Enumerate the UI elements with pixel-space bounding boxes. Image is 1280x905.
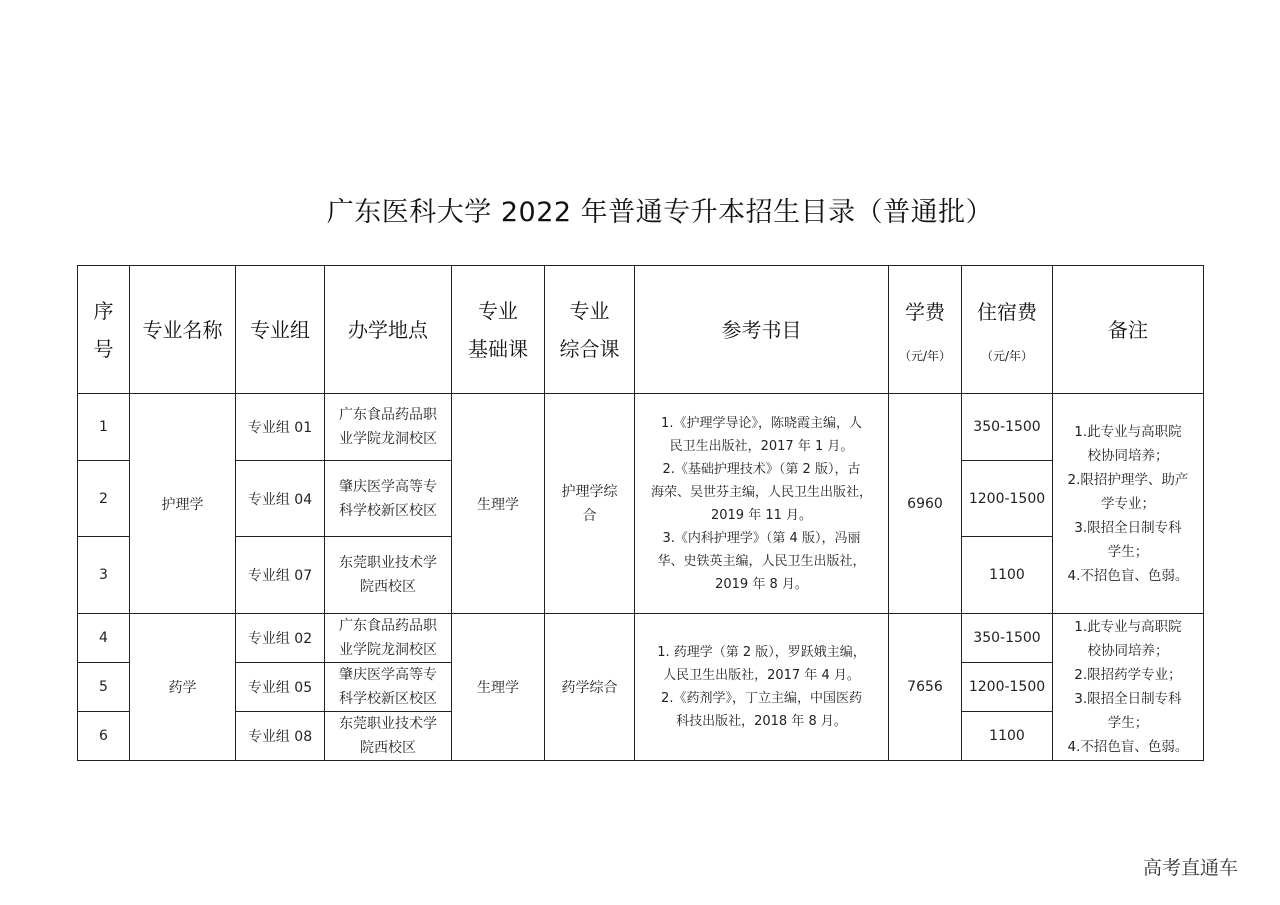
header-row bbox=[78, 266, 1204, 394]
table-row bbox=[78, 394, 1204, 461]
row-seq: 3 bbox=[78, 537, 130, 614]
row-location: 东莞职业技术学 院西校区 bbox=[325, 712, 452, 761]
nursing-tuition: 6960 bbox=[889, 394, 962, 614]
row-location: 广东食品药品职 业学院龙洞校区 bbox=[325, 614, 452, 663]
row-group: 专业组 02 bbox=[236, 614, 325, 663]
row-location: 肇庆医学高等专 科学校新区校区 bbox=[325, 461, 452, 537]
header-major: 专业名称 bbox=[130, 266, 236, 394]
row-seq: 4 bbox=[78, 614, 130, 663]
pharmacy-notes: 1.此专业与高职院 校协同培养； 2.限招药学专业； 3.限招全日制专科 学生； 4.不招色盲、色弱。 bbox=[1053, 614, 1204, 761]
major-nursing: 护理学 bbox=[130, 394, 236, 614]
header-books: 参考书目 bbox=[635, 266, 889, 394]
row-group: 专业组 04 bbox=[236, 461, 325, 537]
row-dorm-fee: 350-1500 bbox=[962, 614, 1053, 663]
row-group: 专业组 07 bbox=[236, 537, 325, 614]
admission-catalog-table bbox=[77, 265, 1204, 761]
pharmacy-tuition: 7656 bbox=[889, 614, 962, 761]
nursing-notes: 1.此专业与高职院 校协同培养； 2.限招护理学、助产 学专业； 3.限招全日制专科 学生； 4.不招色盲、色弱。 bbox=[1053, 394, 1204, 614]
header-location: 办学地点 bbox=[325, 266, 452, 394]
header-notes: 备注 bbox=[1053, 266, 1204, 394]
watermark-logo-text: 高考直通车 bbox=[1143, 857, 1239, 879]
row-group: 专业组 01 bbox=[236, 394, 325, 461]
row-dorm-fee: 1200-1500 bbox=[962, 663, 1053, 712]
row-location: 肇庆医学高等专 科学校新区校区 bbox=[325, 663, 452, 712]
pharmacy-basic-course: 生理学 bbox=[452, 614, 545, 761]
dorm-unit: （元/年） bbox=[980, 348, 1034, 363]
row-seq: 2 bbox=[78, 461, 130, 537]
major-pharmacy: 药学 bbox=[130, 614, 236, 761]
row-dorm-fee: 350-1500 bbox=[962, 394, 1053, 461]
nursing-comprehensive-course: 护理学综 合 bbox=[545, 394, 635, 614]
header-basic-course: 专业 基础课 bbox=[452, 266, 545, 394]
row-group: 专业组 05 bbox=[236, 663, 325, 712]
row-seq: 1 bbox=[78, 394, 130, 461]
row-location: 东莞职业技术学 院西校区 bbox=[325, 537, 452, 614]
nursing-basic-course: 生理学 bbox=[452, 394, 545, 614]
header-seq: 序 号 bbox=[78, 266, 130, 394]
row-dorm-fee: 1100 bbox=[962, 537, 1053, 614]
page-title: 广东医科大学 2022 年普通专升本招生目录（普通批） bbox=[326, 197, 994, 228]
row-location: 广东食品药品职 业学院龙洞校区 bbox=[325, 394, 452, 461]
row-dorm-fee: 1100 bbox=[962, 712, 1053, 761]
row-group: 专业组 08 bbox=[236, 712, 325, 761]
pharmacy-comprehensive-course: 药学综合 bbox=[545, 614, 635, 761]
header-comprehensive-course: 专业 综合课 bbox=[545, 266, 635, 394]
header-group: 专业组 bbox=[236, 266, 325, 394]
table-row bbox=[78, 614, 1204, 663]
nursing-reference-books: 1.《护理学导论》，陈晓霞主编，人 民卫生出版社，2017 年 1 月。 2.《基础护理技术》（第 2 版），古 海荣、吴世芬主编，人民卫生出版社， 2019 年 11 月。 3.《内科护理学》（第 4 版），冯丽 华、史铁英主编，人民卫生出版社， 2019 年 8 月。 bbox=[635, 394, 889, 614]
header-dorm: 住宿费 （元/年） bbox=[962, 266, 1053, 394]
row-seq: 5 bbox=[78, 663, 130, 712]
row-dorm-fee: 1200-1500 bbox=[962, 461, 1053, 537]
pharmacy-reference-books: 1. 药理学（第 2 版），罗跃娥主编， 人民卫生出版社，2017 年 4 月。 2.《药剂学》，丁立主编，中国医药 科技出版社，2018 年 8 月。 bbox=[635, 614, 889, 761]
header-tuition: 学费 （元/年） bbox=[889, 266, 962, 394]
tuition-unit: （元/年） bbox=[898, 348, 952, 363]
row-seq: 6 bbox=[78, 712, 130, 761]
